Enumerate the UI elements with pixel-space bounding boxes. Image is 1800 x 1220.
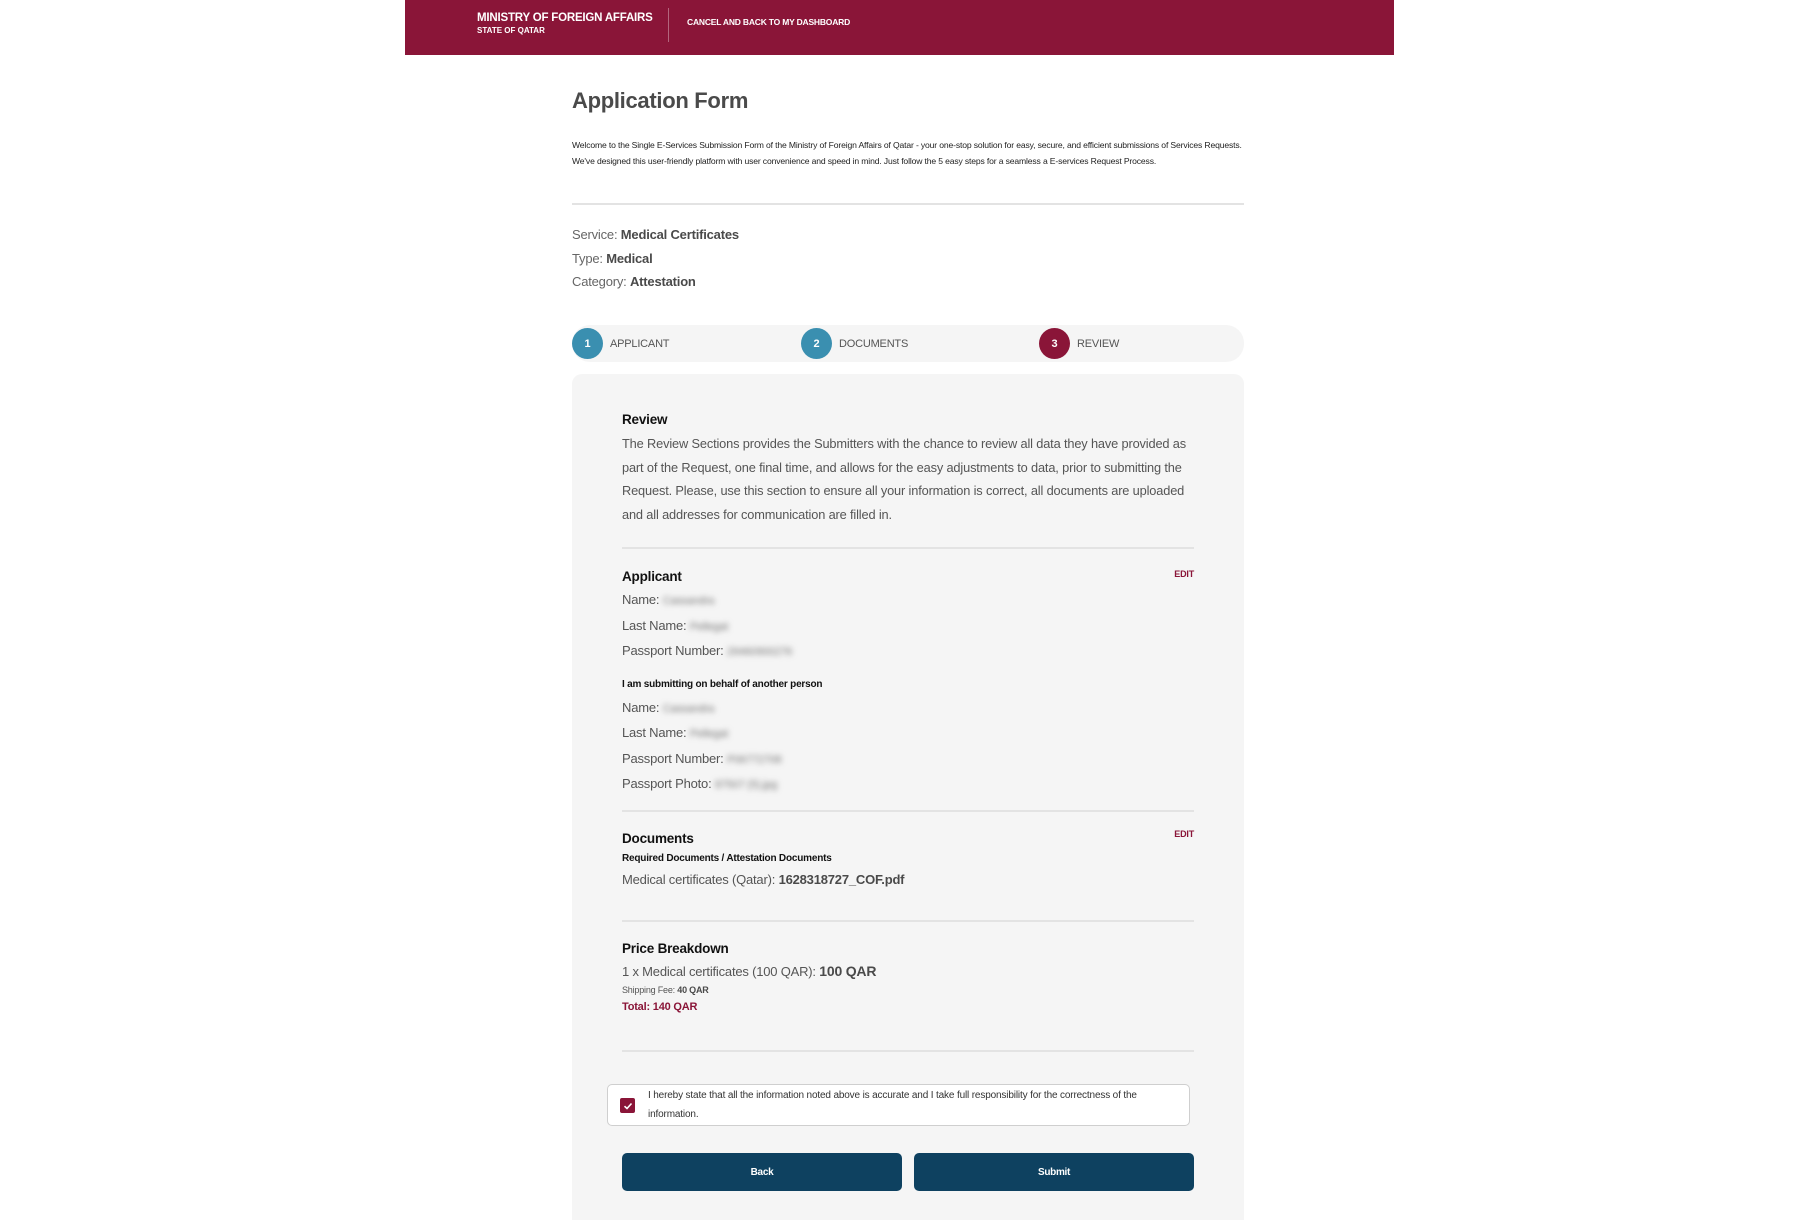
step-number-badge: 3 — [1039, 328, 1070, 359]
step-number-badge: 1 — [572, 328, 603, 359]
redacted-value: Pellegat — [689, 620, 729, 633]
total-price: Total: 140 QAR — [622, 1000, 698, 1013]
applicant-section — [622, 569, 1194, 798]
progress-stepper — [572, 325, 1244, 362]
price-line-value: 100 QAR — [819, 963, 877, 979]
behalf-passport-number: Passport Number: P06772708 — [622, 747, 1194, 773]
org-subtitle: STATE OF QATAR — [477, 26, 545, 35]
applicant-heading: Applicant — [622, 569, 682, 584]
document-filename[interactable]: 1628318727_COF.pdf — [778, 872, 905, 887]
review-panel — [572, 374, 1244, 1220]
step-label: DOCUMENTS — [839, 337, 909, 350]
divider — [622, 1050, 1194, 1052]
category-value: Attestation — [629, 274, 696, 289]
consent-box — [607, 1084, 1190, 1126]
consent-checkbox[interactable] — [620, 1098, 635, 1113]
divider — [622, 547, 1194, 549]
consent-text: I hereby state that all the information noted above is accurate and I take full responsibility for the correctness of the information. — [648, 1090, 1137, 1120]
redacted-value: 29460900276 — [726, 646, 793, 658]
service-meta — [572, 223, 739, 294]
redacted-value: Pellegat — [689, 728, 729, 740]
edit-documents-link[interactable]: EDIT — [1174, 829, 1194, 839]
step-number-badge: 2 — [801, 328, 832, 359]
shipping-fee: Shipping Fee: 40 QAR — [622, 984, 709, 995]
category-row: Category: Attestation — [572, 274, 696, 289]
submit-button[interactable]: Submit — [914, 1153, 1194, 1191]
redacted-value: Cassandra — [662, 595, 715, 607]
top-bar — [405, 0, 1394, 55]
applicant-passport-number: Passport Number: 29460900276 — [622, 639, 1194, 665]
behalf-heading: I am submitting on behalf of another person — [622, 678, 823, 690]
applicant-name: Name: Cassandra — [622, 588, 1194, 614]
step-review[interactable] — [1039, 328, 1119, 359]
step-applicant[interactable] — [572, 328, 669, 359]
redacted-value: P06772708 — [726, 753, 782, 766]
edit-applicant-link[interactable]: EDIT — [1174, 569, 1194, 579]
divider — [622, 810, 1194, 812]
documents-subheading: Required Documents / Attestation Documents — [622, 853, 832, 864]
review-section — [622, 412, 1194, 526]
price-line: 1 x Medical certificates (100 QAR): 100 QAR — [622, 963, 877, 979]
step-label: REVIEW — [1077, 337, 1120, 350]
brand — [477, 11, 653, 37]
step-label: APPLICANT — [610, 337, 670, 350]
redacted-value: Cassandra — [662, 702, 715, 715]
type-row: Type: Medical — [572, 250, 653, 266]
header-divider — [668, 8, 669, 42]
applicant-fields — [622, 588, 1194, 665]
divider — [622, 920, 1194, 922]
step-documents[interactable] — [801, 328, 908, 359]
org-name: MINISTRY OF FOREIGN AFFAIRS — [477, 12, 653, 24]
behalf-passport-photo: Passport Photo: 87507 (5).jpg — [622, 772, 1194, 798]
cancel-dashboard-link[interactable]: CANCEL AND BACK TO MY DASHBOARD — [687, 17, 851, 27]
review-heading: Review — [622, 412, 668, 427]
redacted-value: 87507 (5).jpg — [714, 779, 778, 791]
shipping-fee-value: 40 QAR — [677, 984, 709, 995]
applicant-last-name: Last Name: Pellegat — [622, 614, 1194, 640]
price-section — [622, 941, 1194, 1013]
documents-heading: Documents — [622, 831, 694, 846]
service-value: Medical Certificates — [620, 227, 739, 242]
review-description: The Review Sections provides the Submitters with the chance to review all data they have provided as part of the Request, one final time, and allows for the easy adjustments to data, prior to submitting the Request. Please, use this section to ensure all your information is correct, all documents are uploaded and all addresses for communication are filled in. — [622, 436, 1187, 522]
document-item: Medical certificates (Qatar): 1628318727_COF.pdf — [622, 872, 905, 887]
checkmark-icon — [623, 1101, 633, 1111]
service-row: Service: Medical Certificates — [572, 227, 739, 242]
behalf-last-name: Last Name: Pellegat — [622, 721, 1194, 747]
behalf-name: Name: Cassandra — [622, 696, 1194, 722]
intro-text: Welcome to the Single E-Services Submission Form of the Ministry of Foreign Affairs of Qatar - your one-stop solution for easy, secure, and efficient submissions of Services Requests. We've designed this user-friendly platform with user convenience and speed in mind. Just follow the 5 easy steps for a seamless a E-services Request Process. — [572, 140, 1242, 166]
type-value: Medical — [606, 250, 653, 266]
behalf-fields — [622, 696, 1194, 798]
back-button[interactable]: Back — [622, 1153, 902, 1191]
divider — [572, 203, 1244, 205]
documents-section — [622, 831, 1194, 892]
page-title: Application Form — [572, 88, 749, 113]
price-heading: Price Breakdown — [622, 941, 729, 956]
